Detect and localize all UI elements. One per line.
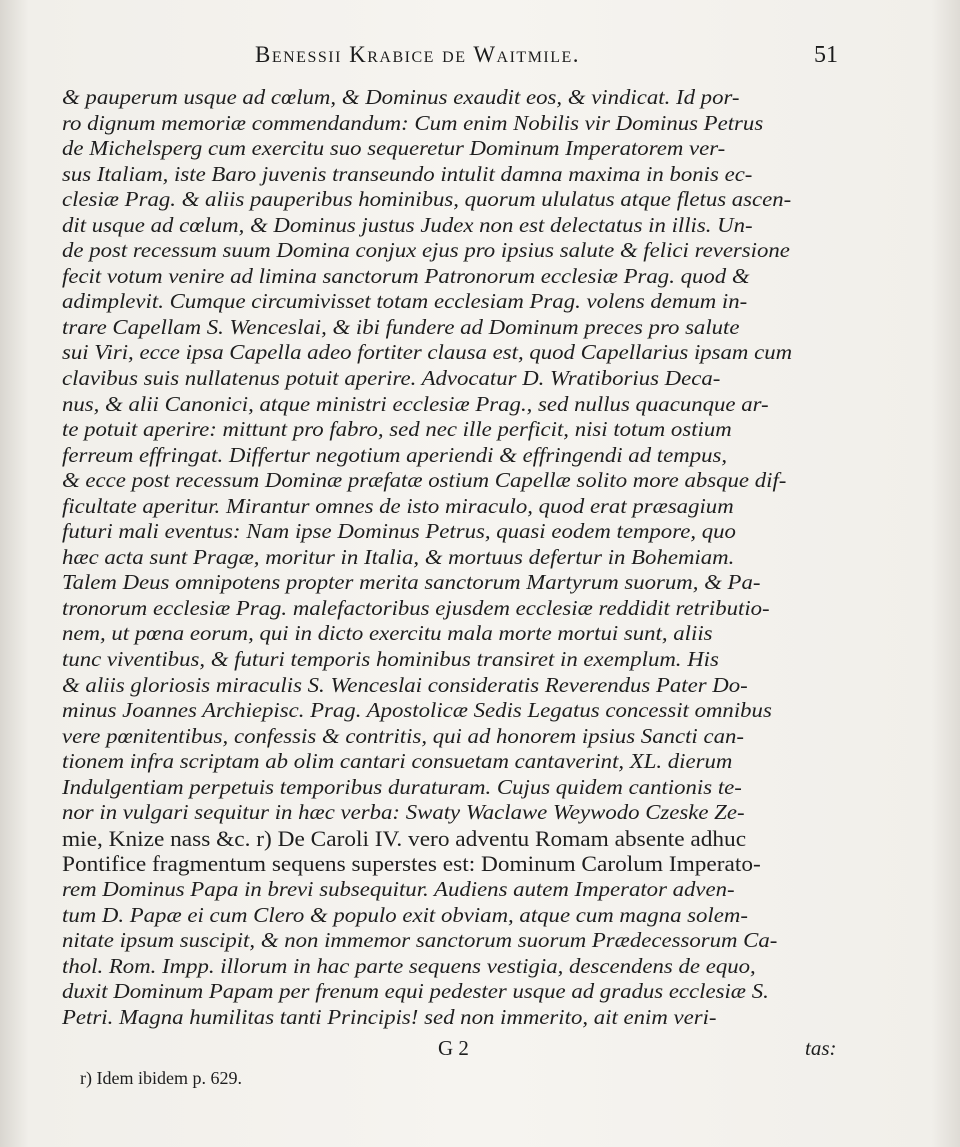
text-line: & pauperum usque ad cœlum, & Dominus exaudit eos, & vindicat. Id por- [62, 85, 740, 109]
catchword: tas: [805, 1036, 837, 1060]
footnote: r) Idem ibidem p. 629. [80, 1068, 242, 1088]
text-line: Talem Deus omnipotens propter merita sanctorum Martyrum suorum, & Pa- [62, 570, 761, 595]
text-line: adimplevit. Cumque circumivisset totam ecclesiam Prag. volens demum in- [62, 289, 748, 314]
text-line: te potuit aperire: mittunt pro fabro, sed nec ille perficit, nisi totum ostium [62, 417, 732, 442]
signature-mark: G 2 [438, 1036, 469, 1060]
text-line: tionem infra scriptam ab olim cantari consuetam cantaverint, XL. dierum [62, 749, 733, 774]
text-line: de post recessum suum Domina conjux ejus pro ipsius salute & felici reversione [62, 238, 790, 263]
text-line: & ecce post recessum Dominæ præfatæ ostium Capellæ solito more absque dif- [62, 468, 787, 493]
text-line: ferreum effringat. Differtur negotium aperiendi & effringendi ad tempus, [62, 442, 728, 467]
text-line: mie, Knize nass &c. r) De Caroli IV. vero adventu Romam absente adhuc [62, 825, 747, 851]
text-line: hæc acta sunt Pragæ, moritur in Italia, & mortuus defertur in Bohemiam. [62, 544, 735, 569]
running-head: Benessii Krabice de Waitmile. [255, 42, 581, 67]
text-line: nus, & alii Canonici, atque ministri ecclesiæ Prag., sed nullus quacunque ar- [62, 391, 769, 416]
text-line: tum D. Papæ ei cum Clero & populo exit obviam, atque cum magna solem- [62, 902, 748, 927]
text-line: sui Viri, ecce ipsa Capella adeo fortiter clausa est, quod Capellarius ipsam cum [62, 340, 793, 365]
page-header [0, 42, 960, 76]
text-line: & aliis gloriosis miraculis S. Wenceslai consideratis Reverendus Pater Do- [62, 672, 748, 697]
text-line: thol. Rom. Impp. illorum in hac parte sequens vestigia, descendens de equo, [62, 953, 756, 978]
text-line: dit usque ad cœlum, & Dominus justus Judex non est delectatus in illis. Un- [62, 212, 753, 237]
text-line: clavibus suis nullatenus potuit aperire. Advocatur D. Wratiborius Deca- [62, 366, 721, 391]
text-line: tronorum ecclesiæ Prag. malefactoribus ejusdem ecclesiæ reddidit retributio- [62, 595, 770, 620]
text-line: fecit votum venire ad limina sanctorum Patronorum ecclesiæ Prag. quod & [62, 263, 750, 288]
text-line: duxit Dominum Papam per frenum equi pedester usque ad gradus ecclesiæ S. [62, 979, 769, 1004]
text-line: nitate ipsum suscipit, & non immemor sanctorum suorum Prædecessorum Ca- [62, 928, 778, 953]
text-line: nor in vulgari sequitur in hæc verba: Swaty Waclawe Weywodo Czeske Ze- [62, 800, 745, 825]
text-line: tunc viventibus, & futuri temporis hominibus transiret in exemplum. His [62, 647, 719, 672]
text-line: Indulgentiam perpetuis temporibus duraturam. Cujus quidem cantionis te- [62, 774, 742, 799]
text-line: ficultate aperitur. Mirantur omnes de isto miraculo, quod erat præsagium [62, 493, 734, 518]
text-line: ro dignum memoriæ commendandum: Cum enim Nobilis vir Dominus Petrus [62, 110, 764, 135]
text-line: vere pœnitentibus, confessis & contritis, qui ad honorem ipsius Sancti can- [62, 723, 744, 748]
text-line: minus Joannes Archiepisc. Prag. Apostolicæ Sedis Legatus concessit omnibus [62, 698, 772, 723]
body-text [62, 85, 857, 1030]
page-number: 51 [814, 42, 838, 68]
text-line: clesiæ Prag. & aliis pauperibus hominibus, quorum ululatus atque fletus ascen- [62, 187, 792, 212]
text-line: rem Dominus Papa in brevi subsequitur. Audiens autem Imperator adven- [62, 876, 735, 901]
text-line: futuri mali eventus: Nam ipse Dominus Petrus, quasi eodem tempore, quo [62, 519, 736, 544]
text-line: trare Capellam S. Wenceslai, & ibi fundere ad Dominum preces pro salute [62, 314, 740, 339]
text-line: sus Italiam, iste Baro juvenis transeundo intulit damna maxima in bonis ec- [62, 161, 753, 186]
text-line: Pontifice fragmentum sequens superstes est: Dominum Carolum Imperato- [62, 851, 761, 877]
text-line: Petri. Magna humilitas tanti Principis! sed non immerito, ait enim veri- [62, 1004, 717, 1029]
text-line: nem, ut pœna eorum, qui in dicto exercitu mala morte mortui sunt, aliis [62, 621, 713, 646]
text-line: de Michelsperg cum exercitu suo sequeretur Dominum Imperatorem ver- [62, 136, 726, 161]
signature-line [0, 1036, 960, 1062]
